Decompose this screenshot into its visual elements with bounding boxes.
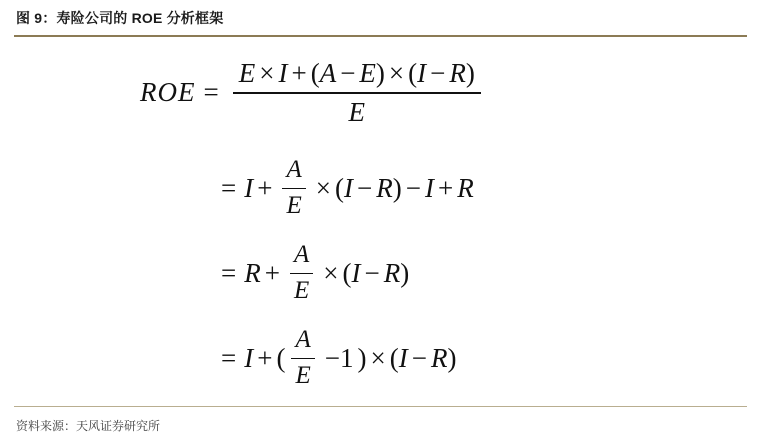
line3-paren-open: ( (342, 258, 352, 289)
fraction-bar-2 (282, 188, 305, 190)
term-E2: E (359, 58, 376, 88)
equals-sign-3: = (221, 258, 237, 289)
line3-term-I: I (351, 258, 361, 289)
fraction-a-over-e-2 (282, 156, 305, 221)
line2-minus-1: − (356, 173, 373, 204)
formula-line-3 (213, 241, 409, 306)
term-E1: E (238, 58, 256, 88)
line4-times: × (370, 343, 386, 374)
equals-sign-4: = (221, 343, 237, 374)
fraction-denominator-4: E (295, 362, 311, 390)
line4-minus-one: −1 (324, 343, 354, 374)
minus-1: − (340, 58, 356, 88)
line2-minus-2: − (405, 173, 421, 204)
line4-term-R: R (430, 343, 448, 374)
line4-paren-open: ( (389, 343, 399, 374)
line3-term-R: R (383, 258, 401, 289)
fraction-bar-main (233, 92, 481, 94)
line2-paren-close: ) (392, 173, 402, 204)
formula-line-4 (213, 326, 456, 391)
line2-paren-open: ( (334, 173, 344, 204)
term-R1: R (449, 58, 466, 88)
fraction-numerator-2: A (286, 156, 302, 183)
figure-source-bar (0, 407, 761, 443)
line2-term-I: I (343, 173, 353, 204)
line3-times: × (323, 258, 339, 289)
equals-sign-1: = (203, 77, 219, 108)
term-A1: A (319, 58, 337, 88)
fraction-numerator (233, 58, 481, 89)
formula-line-1 (140, 58, 487, 128)
line2-plus-1: + (257, 173, 273, 204)
fraction-denominator: E (348, 96, 366, 127)
line4-lead: I (244, 343, 254, 374)
formula-lhs: ROE (140, 77, 196, 108)
line3-paren-close: ) (400, 258, 410, 289)
line4-term-I: I (398, 343, 408, 374)
fraction-bar-4 (291, 358, 314, 360)
formula-line-2 (213, 156, 474, 221)
paren-open-1: ( (310, 58, 320, 88)
line2-plus-2: + (437, 173, 454, 204)
paren-close-2: ) (465, 58, 475, 88)
paren-close-1: ) (375, 58, 385, 88)
term-I2: I (417, 58, 427, 88)
times-1: × (259, 58, 275, 88)
line3-plus: + (264, 258, 280, 289)
minus-2: − (430, 58, 446, 88)
fraction-main (233, 58, 481, 128)
fraction-denominator-2: E (286, 192, 302, 220)
line2-lead: I (244, 173, 254, 204)
source-note: 资料来源：天风证券研究所 (16, 418, 161, 433)
fraction-bar-3 (290, 273, 313, 275)
fraction-a-over-e-4 (291, 326, 314, 391)
fraction-a-over-e-3 (290, 241, 313, 306)
line4-paren-close-outer: ) (357, 343, 367, 374)
paren-open-2: ( (408, 58, 418, 88)
term-I1: I (278, 58, 288, 88)
line2-term-R2: R (457, 173, 474, 204)
line2-term-I2: I (424, 173, 434, 204)
fraction-numerator-4: A (295, 326, 311, 353)
formula-area (0, 36, 761, 406)
plus-1: + (291, 58, 307, 88)
times-2: × (388, 58, 405, 88)
line2-times: × (315, 173, 331, 204)
line4-minus: − (411, 343, 427, 374)
line4-plus: + (257, 343, 273, 374)
fraction-numerator-3: A (293, 241, 310, 268)
equals-sign-2: = (221, 173, 237, 204)
fraction-denominator-3: E (293, 277, 310, 305)
line4-paren-open-outer: ( (276, 343, 286, 374)
line3-minus: − (364, 258, 380, 289)
line2-term-R: R (376, 173, 393, 204)
figure-title-bar (0, 0, 761, 36)
line3-lead: R (244, 258, 261, 289)
page-title: 图 9：寿险公司的 ROE 分析框架 (16, 10, 224, 26)
line4-paren-close: ) (447, 343, 457, 374)
